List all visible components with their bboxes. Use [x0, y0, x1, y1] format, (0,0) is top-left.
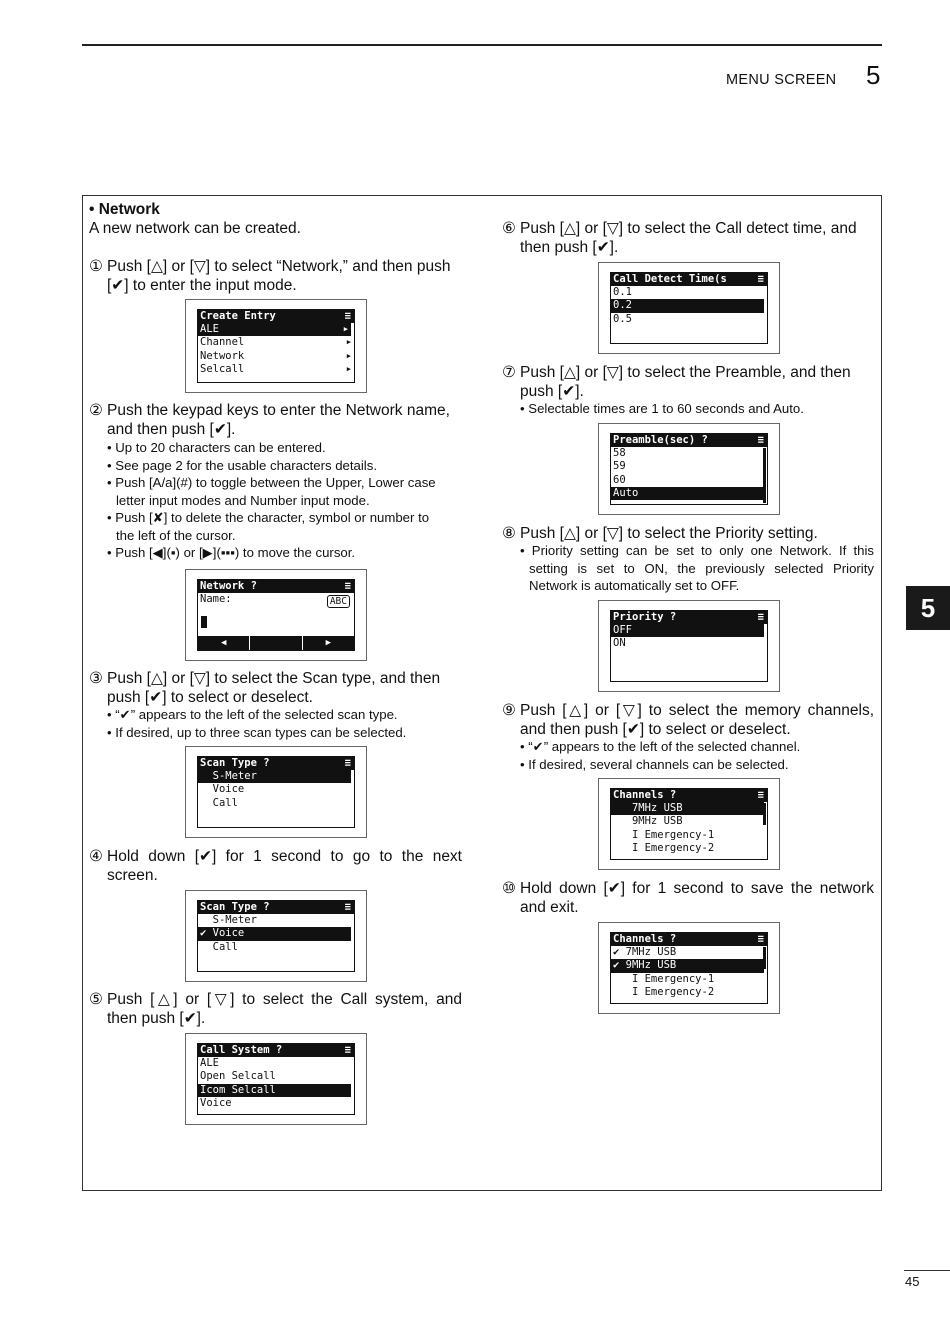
arrow-right-icon: ▶	[346, 364, 351, 373]
menu-icon: ≡	[757, 611, 764, 623]
lcd-scan-type-2: Scan Type ? ≡ S-Meter ✔ Voice Call	[185, 890, 367, 982]
step-3: ③ Push [△] or [▽] to select the Scan type, and then push [✔] to select or deselect.	[89, 670, 441, 706]
arrow-right-icon: ▶	[346, 338, 351, 347]
step-10: ⑩ Hold down [✔] for 1 second to save the network and exit.	[502, 880, 874, 916]
lcd-row: 7MHz USB	[611, 802, 764, 815]
menu-icon: ≡	[344, 901, 351, 913]
lcd-network: Network ? ≡ Name: ABC ◀ ▶	[185, 569, 367, 661]
lcd-row: Open Selcall	[200, 1070, 276, 1083]
lcd-channels-2: Channels ? ≡ ✔ 7MHz USB ✔ 9MHz USB I Emergency-1 I Emergency-2	[598, 922, 780, 1014]
step-2: ② Push the keypad keys to enter the Network name, and then push [✔].	[89, 402, 450, 438]
lcd-call-system: Call System ? ≡ ALE Open Selcall Icom Selcall Voice	[185, 1033, 367, 1125]
scrollbar	[763, 803, 766, 825]
cursor-right-icon: ▶	[302, 636, 354, 650]
step-4: ④ Hold down [✔] for 1 second to go to the next screen.	[89, 848, 462, 884]
lcd-preamble: Preamble(sec) ? ≡ 58 59 60 Auto	[598, 423, 780, 515]
lcd-row: 59	[613, 460, 626, 473]
step-8-notes: • Priority setting can be set to only one Network. If this setting is set to ON, the previously selected Priority Network is automatically set to OFF.	[520, 543, 874, 593]
lcd-row: Icom Selcall	[198, 1084, 351, 1097]
step-8: ⑧ Push [△] or [▽] to select the Priority setting.	[502, 525, 818, 542]
lcd-row: Voice	[200, 783, 245, 796]
lcd-create-entry: Create Entry ≡ ALE ▶ Channel ▶ Network ▶ Selcall ▶	[185, 299, 367, 393]
step-9: ⑨ Push [△] or [▽] to select the memory channels, and then push [✔] to select or deselect.	[502, 702, 874, 738]
lcd-row: S-Meter	[198, 770, 351, 783]
lcd-scan-type-1: Scan Type ? ≡ S-Meter Voice Call	[185, 746, 367, 838]
section-heading: • Network	[89, 201, 160, 218]
scrollbar	[763, 947, 766, 969]
lcd-row: Network ▶	[200, 349, 351, 362]
lcd-row: ✔ 9MHz USB	[611, 959, 764, 972]
lcd-row: I Emergency-2	[613, 985, 715, 998]
lcd-row: ALE	[200, 1057, 219, 1069]
lcd-call-detect-time: Call Detect Time(s ≡ 0.1 0.2 0.5	[598, 262, 780, 354]
lcd-row: Auto	[611, 487, 764, 500]
header-chapter-number: 5	[866, 60, 881, 90]
menu-icon: ≡	[757, 933, 764, 945]
lcd-row: Voice	[200, 1096, 232, 1109]
step-7-notes: • Selectable times are 1 to 60 seconds and Auto.	[520, 401, 804, 416]
arrow-right-icon: ▶	[346, 351, 351, 360]
cursor-left-icon: ◀	[220, 638, 227, 648]
step-9-notes: • “✔” appears to the left of the selected channel. • If desired, several channels can be selected.	[520, 739, 801, 772]
step-1: ① Push [△] or [▽] to select “Network,” and then push [✔] to enter the input mode.	[89, 258, 451, 294]
header-title: MENU SCREEN	[726, 72, 837, 88]
menu-icon: ≡	[344, 1044, 351, 1056]
lcd-row: 60	[613, 473, 626, 486]
step-3-notes: • “✔” appears to the left of the selected scan type. • If desired, up to three scan types can be selected.	[107, 707, 407, 740]
text-cursor	[201, 616, 207, 628]
name-field-label: Name:	[200, 593, 232, 605]
lcd-row: ALE ▶	[198, 323, 351, 336]
lcd-row: 0.5	[613, 312, 632, 325]
input-mode-badge: ABC	[327, 595, 350, 608]
lcd-priority: Priority ? ≡ OFF ON	[598, 600, 780, 692]
lcd-row: 0.1	[613, 286, 632, 298]
lcd-row: 9MHz USB	[613, 815, 683, 828]
chapter-tab: 5	[906, 586, 950, 630]
menu-icon: ≡	[344, 580, 351, 592]
lcd-row: ✔ Voice	[198, 927, 351, 940]
lcd-row: 0.2	[611, 299, 764, 312]
section-intro: A new network can be created.	[89, 220, 301, 237]
menu-icon: ≡	[757, 434, 764, 446]
menu-icon: ≡	[757, 273, 764, 285]
menu-icon: ≡	[344, 757, 351, 769]
menu-icon: ≡	[757, 789, 764, 801]
header-rule	[82, 44, 882, 46]
step-5: ⑤ Push [△] or [▽] to select the Call system, and then push [✔].	[89, 991, 462, 1027]
lcd-row: ✔ 7MHz USB	[613, 946, 677, 958]
lcd-row: Call	[200, 940, 238, 953]
lcd-row: OFF	[611, 624, 764, 637]
step-number: ①	[89, 258, 103, 275]
step-2-notes: • Up to 20 characters can be entered. • See page 2 for the usable characters details. • Push [A/a](#) to toggle between the Upper, Lower case letter input modes and Number input mode. • Push [✘] to delete the character, symbol or number to the left of the cursor. • Push [◀](▪) or [▶](▪▪▪) to move the cursor.	[107, 440, 436, 560]
lcd-row: I Emergency-2	[613, 841, 715, 854]
page-number: 45	[905, 1274, 920, 1289]
lcd-nav-bar	[198, 636, 354, 650]
step-6: ⑥ Push [△] or [▽] to select the Call detect time, and then push [✔].	[502, 220, 857, 256]
footer-rule	[904, 1270, 950, 1271]
lcd-row: ON	[613, 637, 626, 650]
lcd-row: Call	[200, 796, 238, 809]
lcd-row: I Emergency-1	[613, 972, 715, 985]
menu-icon: ≡	[344, 310, 351, 322]
arrow-right-icon: ▶	[343, 325, 348, 333]
lcd-row: Selcall ▶	[200, 362, 351, 375]
lcd-row: Channel ▶	[200, 336, 351, 349]
lcd-row: S-Meter	[200, 914, 257, 926]
step-7: ⑦ Push [△] or [▽] to select the Preamble, and then push [✔].	[502, 364, 851, 400]
scrollbar	[763, 448, 766, 503]
lcd-row: I Emergency-1	[613, 828, 715, 841]
lcd-channels-1: Channels ? ≡ 7MHz USB 9MHz USB I Emergency-1 I Emergency-2	[598, 778, 780, 870]
lcd-row: 58	[613, 447, 626, 459]
